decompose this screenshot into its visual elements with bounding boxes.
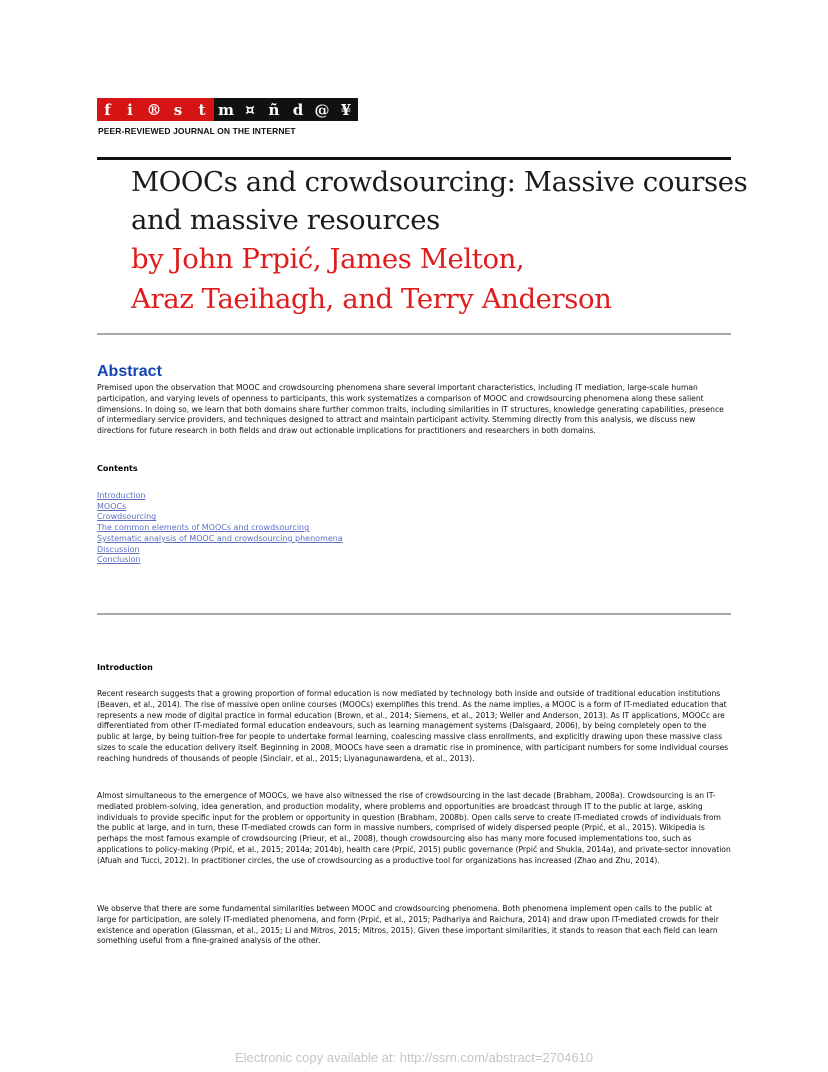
logo-letter: m [214,98,238,121]
article-title-line: and massive resources [131,204,440,236]
logo-letter: s [166,98,190,121]
article-authors-line: Araz Taeihagh, and Terry Anderson [131,283,612,315]
logo-letter: ® [142,98,166,121]
toc-link-introduction[interactable]: Introduction [97,491,146,500]
logo-letter: @ [310,98,334,121]
logo-letter: t [190,98,214,121]
journal-logo [97,98,358,121]
section-divider [97,333,731,335]
body-paragraph: We observe that there are some fundamental similarities between MOOC and crowdsourcing phenomena. Both phenomena implement open calls to the public at large for participation, are solely IT-mediated phenomena, and form (Prpić, et al., 2015; Padhariya and Raichura, 2014) and draw upon IT-mediated crowds for their existence and operation (Glassman, et al., 2015; Li and Mitros, 2015; Mitros, 2015). Given these important similarities, it stands to reason that each field can learn something useful from a fine-grained analysis of the other. [97,904,719,946]
toc-link-moocs[interactable]: MOOCs [97,501,127,511]
toc-link-discussion[interactable]: Discussion [97,544,140,554]
abstract-paragraph: Premised upon the observation that MOOC and crowdsourcing phenomena share several important characteristics, including IT mediation, large-scale human participation, and varying levels of openness to participants, this work systematizes a comparison of MOOC and crowdsourcing phenomena along these salient dimensions. In doing so, we learn that both domains share further common traits, including similarities in IT structures, knowledge generating capabilities, presence of intermediary service providers, and techniques designed to attract and maintain participant activity. Stemming directly from this analysis, we discuss new directions for future research in both fields and draw out actionable implications for practitioners and researchers in both domains. [97,383,724,436]
article-title-line: MOOCs and crowdsourcing: Massive courses [131,166,748,198]
article-header [131,163,748,319]
logo-letter: ¥ [334,98,358,121]
abstract-text [97,383,731,437]
introduction-heading: Introduction [97,663,153,672]
article-authors-line: by John Prpić, James Melton, [131,243,525,275]
section-divider [97,613,731,615]
logo-letter: d [286,98,310,121]
header-divider [97,157,731,160]
introduction-paragraph [97,791,731,867]
abstract-heading: Abstract [97,363,162,380]
logo-letter: ñ [262,98,286,121]
table-of-contents [97,491,343,566]
toc-link-common-elements[interactable]: The common elements of MOOCs and crowdsourcing [97,523,310,533]
introduction-paragraph [97,689,731,765]
logo-letter: i [118,98,142,121]
journal-tagline: PEER-REVIEWED JOURNAL ON THE INTERNET [98,126,296,136]
toc-link-conclusion[interactable]: Conclusion [97,555,141,565]
body-paragraph: Almost simultaneous to the emergence of MOOCs, we have also witnessed the rise of crowdsourcing in the last decade (Brabham, 2008a). Crowdsourcing is an IT-mediated problem-solving, idea generation, and production modality, where problems and opportunities are broadcast through IT to the public at large, asking individuals to provide specific input for the problem or opportunity in question (Brabham, 2008b). Open calls serve to create IT-mediated crowds of individuals from the public at large, and in turn, these IT-mediated crowds can form in massive numbers, comprised of widely dispersed people (Prpić, et al., 2015). Wikipedia is perhaps the most famous example of crowdsourcing (Prieur, et al., 2008), though crowdsourcing also has many more focused implementations too, such as applications to policy-making (Prpić, et al., 2015; 2014a; 2014b), health care (Prpić, 2015) public governance (Prpić and Shukla, 2014a), and private-sector innovation (Afuah and Tucci, 2012). In practitioner circles, the use of crowdsourcing as a productive tool for organizations has increased (Zhao and Zhu, 2014). [97,791,731,865]
contents-heading: Contents [97,464,138,473]
introduction-paragraph [97,904,731,947]
logo-letter: ¤ [238,98,262,121]
toc-link-crowdsourcing[interactable]: Crowdsourcing [97,512,157,522]
logo-letter: f [97,98,118,121]
ssrn-footer: Electronic copy available at: http://ssrn.com/abstract=2704610 [234,1050,594,1065]
body-paragraph: Recent research suggests that a growing proportion of formal education is now mediated by technology both inside and outside of traditional education institutions (Beaven, et al., 2014). The rise of massive open online courses (MOOCs) exemplifies this trend. As the name implies, a MOOC is a form of IT-mediated education that represents a new mode of digital practice in formal education (Brown, et al., 2014; Siemens, et al., 2013; Weller and Anderson, 2013). As IT applications, MOOCc are differentiated from other IT-mediated formal education endeavours, such as learning management systems (Dalsgaard, 2006), by being completely open to the public at large, by being tuition-free for people to undertake formal learning, coalescing massive class enrollments, and explicitly drawing upon these massive class sizes to scale the education delivery itself. Beginning in 2008, MOOCs have seen a dramatic rise in prominence, with participant numbers for some individual courses reaching hundreds of thousands of people (Sinclair, et al., 2015; Liyanagunawardena, et al., 2013). [97,689,729,763]
toc-link-systematic-analysis[interactable]: Systematic analysis of MOOC and crowdsourcing phenomena [97,533,343,543]
